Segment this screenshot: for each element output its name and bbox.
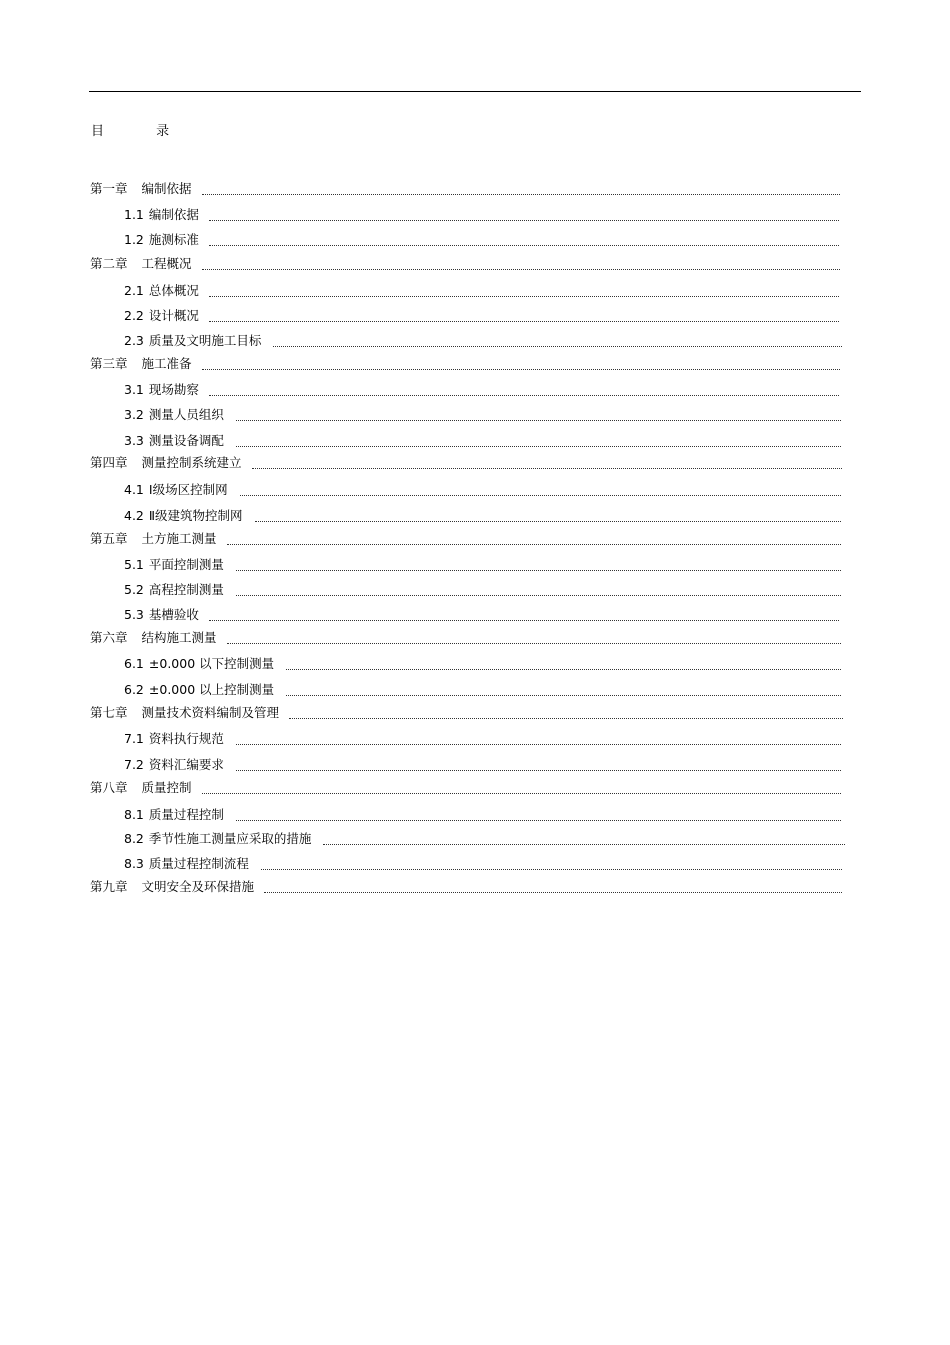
- toc-entry-title: 基槽验收: [148, 607, 199, 622]
- toc-entry-number: 第五章: [90, 531, 128, 546]
- toc-section-entry[interactable]: [124, 433, 841, 449]
- toc-dot-leader: [227, 643, 841, 644]
- toc-entry-title: 结构施工测量: [141, 630, 217, 645]
- toc-entry-number: 7.2: [124, 757, 144, 772]
- toc-entry-number: 5.3: [124, 607, 144, 622]
- toc-dot-leader: [202, 369, 840, 370]
- toc-entry-title: 编制依据: [141, 181, 192, 196]
- toc-entry-label: [124, 731, 224, 747]
- toc-entry-number: 4.1: [124, 482, 144, 497]
- toc-entry-label: [124, 656, 274, 672]
- toc-entry-title: 文明安全及环保措施: [141, 879, 255, 894]
- toc-section-entry[interactable]: [124, 656, 841, 672]
- toc-entry-label: [90, 356, 192, 372]
- toc-dot-leader: [289, 718, 843, 719]
- toc-section-entry[interactable]: [124, 682, 841, 698]
- toc-dot-leader: [202, 194, 840, 195]
- toc-entry-label: [124, 807, 224, 823]
- toc-entry-label: [124, 382, 199, 398]
- toc-entry-number: 5.2: [124, 582, 144, 597]
- toc-dot-leader: [236, 446, 841, 447]
- toc-entry-number: 2.3: [124, 333, 144, 348]
- toc-entry-number: 第一章: [90, 181, 128, 196]
- toc-entry-title: 资料执行规范: [148, 731, 224, 746]
- toc-chapter-entry[interactable]: [90, 531, 841, 547]
- toc-dot-leader: [286, 669, 841, 670]
- toc-entry-title: 施工准备: [141, 356, 192, 371]
- toc-entry-label: [124, 482, 228, 498]
- toc-entry-label: [124, 207, 199, 223]
- toc-entry-title: 资料汇编要求: [148, 757, 224, 772]
- toc-entry-label: [124, 856, 249, 872]
- toc-section-entry[interactable]: [124, 607, 839, 623]
- toc-entry-title: 质量及文明施工目标: [148, 333, 262, 348]
- toc-entry-title: 平面控制测量: [148, 557, 224, 572]
- toc-entry-number: 第六章: [90, 630, 128, 645]
- toc-entry-title: 测量控制系统建立: [141, 455, 242, 470]
- toc-section-entry[interactable]: [124, 382, 839, 398]
- toc-dot-leader: [323, 844, 845, 845]
- toc-entry-number: 8.2: [124, 831, 144, 846]
- toc-entry-title: 施测标准: [148, 232, 199, 247]
- toc-entry-label: [90, 256, 192, 272]
- toc-entry-title: Ⅰ级场区控制网: [148, 482, 228, 497]
- toc-dot-leader: [273, 346, 842, 347]
- toc-dot-leader: [236, 570, 841, 571]
- toc-entry-label: [124, 232, 199, 248]
- toc-section-entry[interactable]: [124, 731, 841, 747]
- toc-entry-number: 5.1: [124, 557, 144, 572]
- toc-entry-title: 总体概况: [148, 283, 199, 298]
- toc-section-entry[interactable]: [124, 482, 841, 498]
- toc-entry-number: 2.1: [124, 283, 144, 298]
- toc-entry-number: 3.3: [124, 433, 144, 448]
- toc-chapter-entry[interactable]: [90, 181, 840, 197]
- toc-entry-number: 4.2: [124, 508, 144, 523]
- toc-entry-title: 设计概况: [148, 308, 199, 323]
- toc-entry-number: 第七章: [90, 705, 128, 720]
- toc-dot-leader: [227, 544, 841, 545]
- toc-entry-title: 质量过程控制流程: [148, 856, 249, 871]
- toc-dot-leader: [261, 869, 842, 870]
- toc-chapter-entry[interactable]: [90, 356, 840, 372]
- toc-entry-label: [124, 582, 224, 598]
- toc-entry-label: [90, 181, 192, 197]
- toc-entry-label: [90, 630, 217, 646]
- toc-entry-label: [124, 607, 199, 623]
- toc-entry-title: 高程控制测量: [148, 582, 224, 597]
- toc-section-entry[interactable]: [124, 757, 841, 773]
- toc-title: 目 录: [91, 124, 194, 139]
- toc-dot-leader: [209, 296, 839, 297]
- toc-dot-leader: [240, 495, 841, 496]
- toc-chapter-entry[interactable]: [90, 879, 842, 895]
- toc-entry-label: [124, 831, 311, 847]
- toc-section-entry[interactable]: [124, 831, 845, 847]
- toc-entry-label: [124, 682, 274, 698]
- toc-entry-title: 工程概况: [141, 256, 192, 271]
- toc-entry-number: 第八章: [90, 780, 128, 795]
- toc-entry-label: [124, 757, 224, 773]
- toc-entry-number: 8.1: [124, 807, 144, 822]
- toc-entry-number: 6.2: [124, 682, 144, 697]
- toc-entry-label: [90, 780, 192, 796]
- toc-entry-title: 测量设备调配: [148, 433, 224, 448]
- toc-entry-number: 第三章: [90, 356, 128, 371]
- toc-entry-label: [124, 557, 224, 573]
- toc-chapter-entry[interactable]: [90, 780, 841, 796]
- toc-dot-leader: [202, 793, 841, 794]
- toc-entry-title: 现场勘察: [148, 382, 199, 397]
- toc-entry-label: [90, 531, 217, 547]
- toc-entry-title: ±0.000 以下控制测量: [148, 656, 275, 671]
- toc-entry-number: 第四章: [90, 455, 128, 470]
- toc-entry-label: [124, 433, 224, 449]
- toc-entry-number: 8.3: [124, 856, 144, 871]
- toc-entry-number: 3.2: [124, 407, 144, 422]
- toc-section-entry[interactable]: [124, 807, 841, 823]
- toc-entry-number: 2.2: [124, 308, 144, 323]
- toc-section-entry[interactable]: [124, 283, 839, 299]
- toc-chapter-entry[interactable]: [90, 455, 842, 471]
- toc-entry-label: [124, 308, 199, 324]
- toc-entry-label: [90, 705, 279, 721]
- toc-entry-label: [90, 455, 242, 471]
- toc-dot-leader: [209, 245, 839, 246]
- toc-dot-leader: [286, 695, 841, 696]
- toc-entry-number: 第九章: [90, 879, 128, 894]
- toc-entry-label: [124, 283, 199, 299]
- toc-dot-leader: [252, 468, 842, 469]
- toc-entry-title: 季节性施工测量应采取的措施: [148, 831, 312, 846]
- toc-section-entry[interactable]: [124, 308, 839, 324]
- toc-dot-leader: [236, 420, 841, 421]
- toc-dot-leader: [209, 321, 839, 322]
- toc-dot-leader: [209, 220, 839, 221]
- toc-section-entry[interactable]: [124, 333, 842, 349]
- toc-section-entry[interactable]: [124, 232, 839, 248]
- toc-dot-leader: [264, 892, 842, 893]
- toc-section-entry[interactable]: [124, 508, 841, 524]
- toc-section-entry[interactable]: [124, 557, 841, 573]
- toc-entry-number: 第二章: [90, 256, 128, 271]
- toc-chapter-entry[interactable]: [90, 630, 841, 646]
- toc-entry-title: 土方施工测量: [141, 531, 217, 546]
- toc-entry-title: Ⅱ级建筑物控制网: [148, 508, 243, 523]
- toc-entry-label: [124, 508, 243, 524]
- toc-entry-title: 测量技术资料编制及管理: [141, 705, 280, 720]
- toc-entry-number: 1.2: [124, 232, 144, 247]
- toc-entry-number: 1.1: [124, 207, 144, 222]
- toc-entry-number: 6.1: [124, 656, 144, 671]
- toc-entry-label: [124, 333, 261, 349]
- toc-entry-title: 质量过程控制: [148, 807, 224, 822]
- toc-entry-title: 测量人员组织: [148, 407, 224, 422]
- toc-entry-title: 质量控制: [141, 780, 192, 795]
- toc-dot-leader: [236, 744, 841, 745]
- toc-dot-leader: [209, 620, 839, 621]
- toc-entry-label: [90, 879, 254, 895]
- toc-entry-number: 7.1: [124, 731, 144, 746]
- toc-section-entry[interactable]: [124, 207, 839, 223]
- toc-dot-leader: [236, 595, 841, 596]
- toc-entry-number: 3.1: [124, 382, 144, 397]
- toc-entry-label: [124, 407, 224, 423]
- toc-dot-leader: [236, 770, 841, 771]
- toc-section-entry[interactable]: [124, 856, 842, 872]
- toc-dot-leader: [202, 269, 840, 270]
- toc-entry-title: 编制依据: [148, 207, 199, 222]
- toc-section-entry[interactable]: [124, 407, 841, 423]
- toc-chapter-entry[interactable]: [90, 256, 840, 272]
- toc-chapter-entry[interactable]: [90, 705, 843, 721]
- toc-dot-leader: [255, 521, 841, 522]
- toc-entry-title: ±0.000 以上控制测量: [148, 682, 275, 697]
- toc-dot-leader: [209, 395, 839, 396]
- toc-dot-leader: [236, 820, 841, 821]
- toc-section-entry[interactable]: [124, 582, 841, 598]
